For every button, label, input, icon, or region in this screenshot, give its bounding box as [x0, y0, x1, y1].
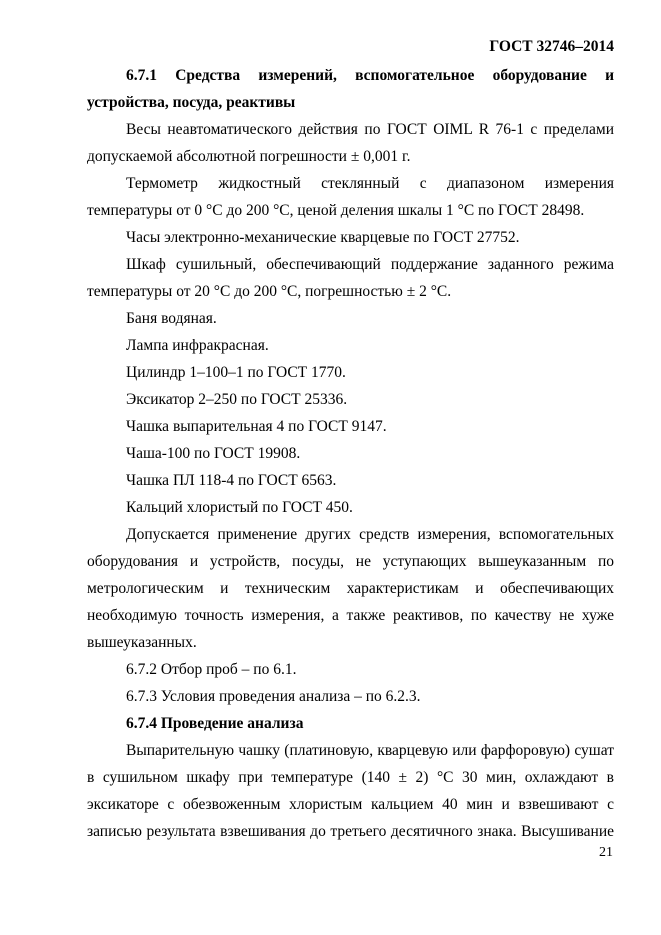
paragraph-water-bath: Баня водяная. [126, 310, 217, 327]
paragraph-desiccator: Эксикатор 2–250 по ГОСТ 25336. [126, 391, 348, 408]
paragraph-procedure: Выпарительную чашку (платиновую, кварцевую или фарфоровую) сушат в сушильном шкафу при температуре (140 ± 2) °С 30 мин, охлаждают в эксикаторе с обезвоженным хлористым кальцием 40 мин и взвешивают с записью результата взвешивания до третьего десятичного знака. Высушивание [87, 742, 614, 840]
paragraph-evaporating-dish: Чашка выпарительная 4 по ГОСТ 9147. [126, 418, 387, 435]
paragraph-cylinder: Цилиндр 1–100–1 по ГОСТ 1770. [126, 364, 346, 381]
section-6-7-2: 6.7.2 Отбор проб – по 6.1. [126, 661, 297, 678]
body-text [87, 62, 614, 845]
paragraph-clock: Часы электронно-механические кварцевые по ГОСТ 27752. [126, 229, 520, 246]
paragraph-ir-lamp: Лампа инфракрасная. [126, 337, 269, 354]
paragraph-scales: Весы неавтоматического действия по ГОСТ OIML R 76-1 с пределами допускаемой абсолютной погрешности ± 0,001 г. [87, 121, 614, 165]
paragraph-bowl: Чаша-100 по ГОСТ 19908. [126, 445, 301, 462]
section-heading-6-7-4: 6.7.4 Проведение анализа [126, 715, 304, 732]
section-6-7-3: 6.7.3 Условия проведения анализа – по 6.2.3. [126, 688, 421, 705]
section-heading-6-7-1: 6.7.1 Средства измерений, вспомогательное оборудование и устройства, посуда, реактивы [87, 67, 614, 111]
paragraph-oven: Шкаф сушильный, обеспечивающий поддержание заданного режима температуры от 20 °С до 200 °С, погрешностью ± 2 °С. [87, 256, 614, 300]
standard-header: ГОСТ 32746–2014 [489, 38, 614, 55]
paragraph-calcium-chloride: Кальций хлористый по ГОСТ 450. [126, 499, 353, 516]
paragraph-platinum-dish: Чашка ПЛ 118-4 по ГОСТ 6563. [126, 472, 337, 489]
paragraph-thermometer: Термометр жидкостный стеклянный с диапазоном измерения температуры от 0 °С до 200 °С, ценой деления шкалы 1 °С по ГОСТ 28498. [87, 175, 614, 219]
paragraph-alternatives: Допускается применение других средств измерения, вспомогательных оборудования и устройств, посуды, не уступающих вышеуказанным по метрологическим и техническим характеристикам и обеспечивающих необходимую точность измерения, а также реактивов, по качеству не хуже вышеуказанных. [87, 526, 614, 651]
page-number: 21 [599, 845, 613, 860]
